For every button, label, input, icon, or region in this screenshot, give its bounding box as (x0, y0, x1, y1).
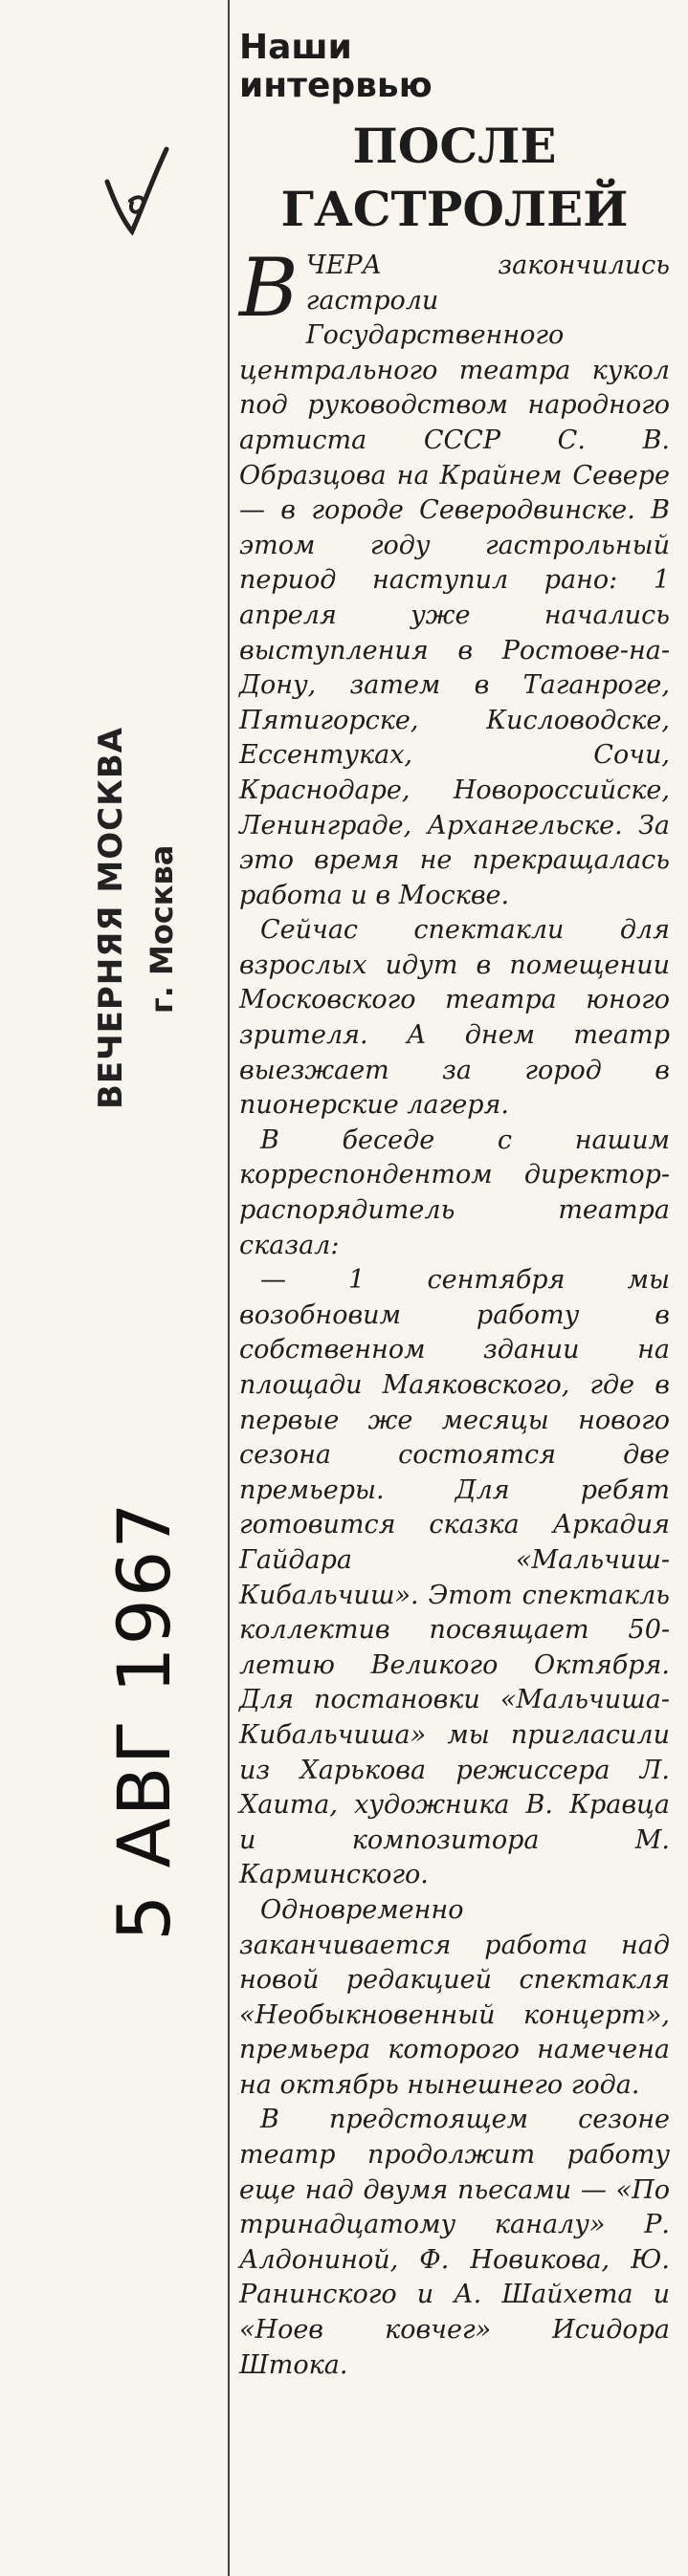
paragraph-6: В предстоящем сезоне театр продолжит работу еще над двумя пьесами — «По тринадцатому каналу» Р. Алдониной, Ф. Новикова, Ю. Ранинского и А. Шайхета и «Ноев ковчег» Исидора Штока. (239, 2105, 670, 2380)
rubric (239, 29, 670, 105)
paragraph-1 (239, 241, 670, 913)
article-body (239, 241, 670, 2383)
handwritten-check-icon (96, 143, 172, 239)
rubric-line-1: Наши (239, 28, 352, 67)
column-rule (228, 0, 230, 2576)
paragraph-2: Сейчас спектакли для взрослых идут в помещении Московского театра юного зрителя. А днем театр выезжает за город в пионерские лагеря. (239, 915, 670, 1121)
rubric-line-2: интервью (239, 66, 433, 105)
paragraph-1-text: ЧЕРА закончились гастроли Государственного центрального театра кукол под руководством народного артиста СССР С. В. Образцова на Крайнем Севере — в городе Северодвинске. В этом году гастрольный период наступил рано: 1 апреля уже начались выступления в Ростове-на-Дону, затем в Таганроге, Пятигорске, Кисловодске, Ессентуках, Сочи, Краснодаре, Новороссийске, Ленинграде, Архангельске. За это время не прекращалась работа и в Москве. (239, 251, 670, 910)
headline-line-1: ПОСЛЕ (352, 118, 557, 174)
paragraph-3: В беседе с нашим корреспондентом директор-распорядитель театра сказал: (239, 1124, 670, 1260)
article (239, 29, 670, 2383)
date-stamp: 5 АВГ 1967 (101, 1500, 187, 1941)
city-stamp: г. Москва (144, 844, 180, 1014)
drop-cap: В (239, 241, 299, 335)
headline-line-2: ГАСТРОЛЕЙ (280, 181, 629, 237)
publication-stamp: ВЕЧЕРНЯЯ МОСКВА (92, 726, 130, 1109)
paragraph-5: Одновременно заканчивается работа над новой редакцией спектакля «Необыкновенный концерт», премьера которого намечена на октябрь нынешнего года. (239, 1894, 670, 2100)
paragraph-4: — 1 сентября мы возобновим работу в собственном здании на площади Маяковского, где в первые же месяцы нового сезона состоятся две премьеры. Для ребят готовится сказка Аркадия Гайдара «Мальчиш-Кибальчиш». Этот спектакль коллектив посвящает 50-летию Великого Октября. Для постановки «Мальчиша-Кибальчиша» мы пригласили из Харькова режиссера Л. Хаита, художника В. Кравца и композитора М. Карминского. (239, 1265, 670, 1890)
headline (239, 115, 670, 241)
